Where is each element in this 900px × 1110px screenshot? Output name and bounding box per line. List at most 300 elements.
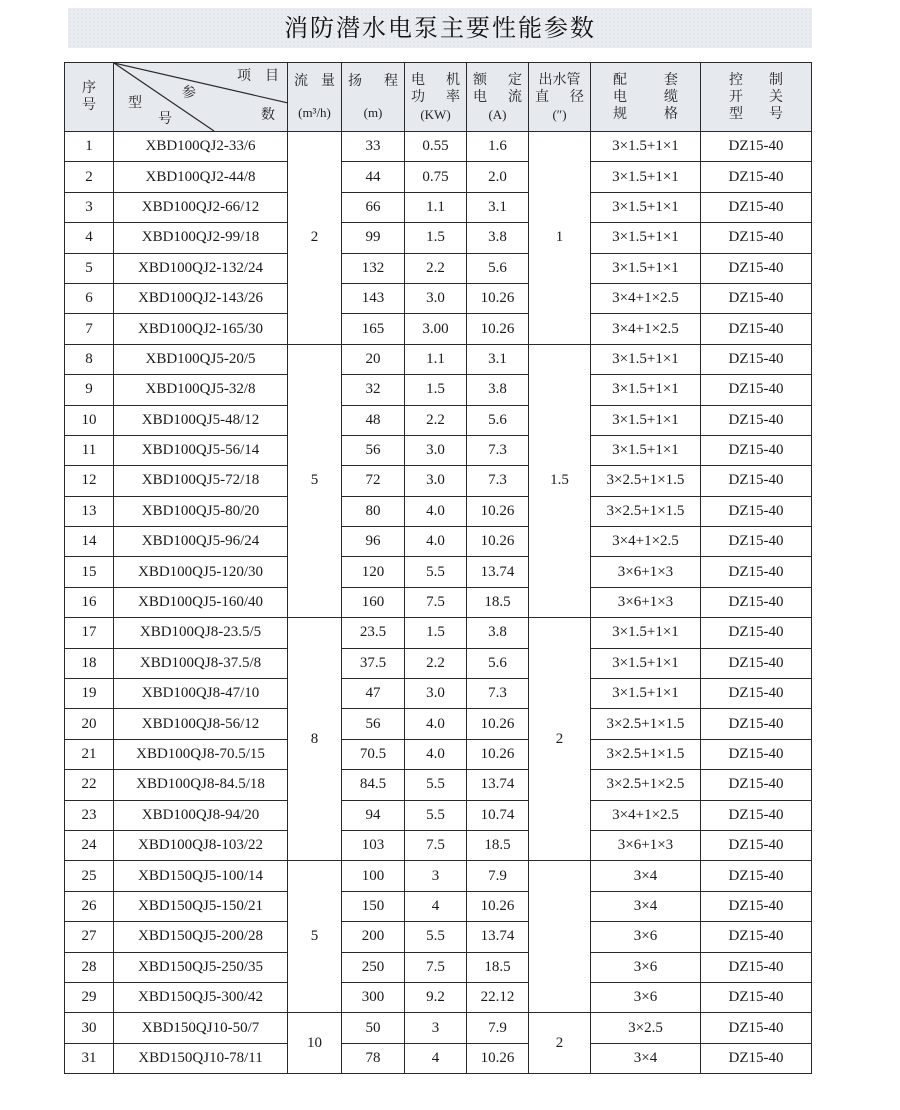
rated-current: 3.1 — [467, 344, 529, 374]
table-row — [65, 527, 812, 557]
row-number: 8 — [65, 344, 114, 374]
motor-power: 1.5 — [405, 375, 467, 405]
motor-power: 7.5 — [405, 952, 467, 982]
cable-spec: 3×1.5+1×1 — [591, 344, 701, 374]
header-model-diagonal — [114, 63, 288, 132]
rated-current: 13.74 — [467, 922, 529, 952]
rated-current: 18.5 — [467, 587, 529, 617]
header-switch-c2: 制 — [769, 71, 783, 88]
header-cable-c4: 缆 — [664, 88, 678, 105]
motor-power: 3 — [405, 1013, 467, 1043]
switch-model: DZ15-40 — [701, 679, 812, 709]
rated-current: 18.5 — [467, 952, 529, 982]
cable-spec: 3×6 — [591, 922, 701, 952]
switch-model: DZ15-40 — [701, 132, 812, 162]
table-row — [65, 314, 812, 344]
row-number: 1 — [65, 132, 114, 162]
table-row — [65, 132, 812, 162]
switch-model: DZ15-40 — [701, 375, 812, 405]
outlet-diameter: 2 — [529, 618, 591, 861]
model-number: XBD100QJ5-80/20 — [114, 496, 288, 526]
model-number: XBD150QJ10-50/7 — [114, 1013, 288, 1043]
motor-power: 2.2 — [405, 253, 467, 283]
row-number: 27 — [65, 922, 114, 952]
head-value: 48 — [342, 405, 405, 435]
table-row — [65, 982, 812, 1012]
row-number: 18 — [65, 648, 114, 678]
switch-model: DZ15-40 — [701, 770, 812, 800]
model-number: XBD150QJ5-200/28 — [114, 922, 288, 952]
head-value: 100 — [342, 861, 405, 891]
head-value: 99 — [342, 223, 405, 253]
switch-model: DZ15-40 — [701, 922, 812, 952]
motor-power: 3.0 — [405, 283, 467, 313]
head-value: 132 — [342, 253, 405, 283]
motor-power: 1.5 — [405, 223, 467, 253]
rated-current: 10.26 — [467, 1043, 529, 1073]
header-power-c3: 功 — [411, 88, 425, 105]
motor-power: 3.0 — [405, 466, 467, 496]
row-number: 22 — [65, 770, 114, 800]
switch-model: DZ15-40 — [701, 557, 812, 587]
head-value: 72 — [342, 466, 405, 496]
model-number: XBD100QJ5-56/14 — [114, 435, 288, 465]
model-number: XBD100QJ2-99/18 — [114, 223, 288, 253]
row-number: 9 — [65, 375, 114, 405]
rated-current: 7.3 — [467, 679, 529, 709]
motor-power: 2.2 — [405, 405, 467, 435]
switch-model: DZ15-40 — [701, 314, 812, 344]
table-row — [65, 952, 812, 982]
outlet-diameter: 1 — [529, 132, 591, 345]
table-row — [65, 192, 812, 222]
header-switch — [701, 63, 812, 132]
rated-current: 3.8 — [467, 375, 529, 405]
switch-model: DZ15-40 — [701, 527, 812, 557]
table-row — [65, 405, 812, 435]
switch-model: DZ15-40 — [701, 1043, 812, 1073]
cable-spec: 3×6 — [591, 982, 701, 1012]
header-param: 参 — [182, 85, 196, 101]
row-number: 26 — [65, 891, 114, 921]
model-number: XBD100QJ2-33/6 — [114, 132, 288, 162]
header-head-c2: 程 — [384, 73, 398, 89]
cable-spec: 3×4 — [591, 861, 701, 891]
head-value: 32 — [342, 375, 405, 405]
rated-current: 5.6 — [467, 648, 529, 678]
rated-current: 10.26 — [467, 709, 529, 739]
motor-power: 9.2 — [405, 982, 467, 1012]
head-value: 160 — [342, 587, 405, 617]
cable-spec: 3×2.5+1×1.5 — [591, 739, 701, 769]
head-value: 143 — [342, 283, 405, 313]
model-number: XBD100QJ2-143/26 — [114, 283, 288, 313]
header-num: 数 — [261, 107, 275, 123]
motor-power: 4.0 — [405, 496, 467, 526]
motor-power: 4.0 — [405, 739, 467, 769]
model-number: XBD100QJ5-120/30 — [114, 557, 288, 587]
switch-model: DZ15-40 — [701, 435, 812, 465]
head-value: 78 — [342, 1043, 405, 1073]
flow-rate: 5 — [288, 344, 342, 618]
header-head — [342, 63, 405, 132]
motor-power: 1.1 — [405, 192, 467, 222]
switch-model: DZ15-40 — [701, 861, 812, 891]
row-number: 20 — [65, 709, 114, 739]
motor-power: 4 — [405, 891, 467, 921]
cable-spec: 3×4+1×2.5 — [591, 314, 701, 344]
motor-power: 1.1 — [405, 344, 467, 374]
header-current-c3: 电 — [473, 88, 487, 105]
table-row — [65, 223, 812, 253]
cable-spec: 3×4+1×2.5 — [591, 283, 701, 313]
head-value: 56 — [342, 435, 405, 465]
table-row — [65, 375, 812, 405]
header-flow-c1: 流 — [294, 73, 308, 89]
motor-power: 2.2 — [405, 648, 467, 678]
row-number: 28 — [65, 952, 114, 982]
model-number: XBD150QJ5-300/42 — [114, 982, 288, 1012]
header-item: 项 目 — [237, 68, 279, 84]
table-body — [65, 132, 812, 1074]
head-value: 120 — [342, 557, 405, 587]
head-value: 200 — [342, 922, 405, 952]
header-power — [405, 63, 467, 132]
row-number: 24 — [65, 830, 114, 860]
model-number: XBD100QJ2-66/12 — [114, 192, 288, 222]
table-row — [65, 253, 812, 283]
cable-spec: 3×1.5+1×1 — [591, 132, 701, 162]
header-power-c4: 率 — [446, 88, 460, 105]
model-number: XBD100QJ5-160/40 — [114, 587, 288, 617]
table-row — [65, 344, 812, 374]
header-pipe-c2: 径 — [570, 88, 584, 105]
table-row — [65, 1013, 812, 1043]
row-number: 13 — [65, 496, 114, 526]
header-switch-c1: 控 — [729, 71, 743, 88]
table-row — [65, 800, 812, 830]
model-number: XBD150QJ5-150/21 — [114, 891, 288, 921]
model-number: XBD100QJ8-47/10 — [114, 679, 288, 709]
head-value: 94 — [342, 800, 405, 830]
switch-model: DZ15-40 — [701, 344, 812, 374]
rated-current: 10.26 — [467, 527, 529, 557]
header-power-c2: 机 — [446, 71, 460, 88]
switch-model: DZ15-40 — [701, 405, 812, 435]
switch-model: DZ15-40 — [701, 800, 812, 830]
header-seq-l1: 序 — [82, 80, 96, 96]
model-number: XBD100QJ8-84.5/18 — [114, 770, 288, 800]
table-row — [65, 466, 812, 496]
rated-current: 18.5 — [467, 830, 529, 860]
outlet-diameter — [529, 861, 591, 1013]
row-number: 21 — [65, 739, 114, 769]
header-pipe — [529, 63, 591, 132]
header-cable-c5: 规 — [613, 105, 627, 122]
cable-spec: 3×2.5+1×1.5 — [591, 466, 701, 496]
cable-spec: 3×4 — [591, 891, 701, 921]
row-number: 4 — [65, 223, 114, 253]
switch-model: DZ15-40 — [701, 587, 812, 617]
table-row — [65, 891, 812, 921]
model-number: XBD100QJ5-72/18 — [114, 466, 288, 496]
motor-power: 7.5 — [405, 587, 467, 617]
model-number: XBD100QJ2-165/30 — [114, 314, 288, 344]
rated-current: 22.12 — [467, 982, 529, 1012]
head-value: 33 — [342, 132, 405, 162]
table-row — [65, 587, 812, 617]
header-switch-c5: 型 — [729, 105, 743, 122]
switch-model: DZ15-40 — [701, 891, 812, 921]
header-current-c1: 额 — [473, 71, 487, 88]
page-title: 消防潜水电泵主要性能参数 — [284, 14, 596, 42]
row-number: 2 — [65, 162, 114, 192]
cable-spec: 3×6 — [591, 952, 701, 982]
model-number: XBD150QJ5-100/14 — [114, 861, 288, 891]
header-power-c1: 电 — [411, 71, 425, 88]
header-no: 号 — [158, 111, 172, 127]
cable-spec: 3×1.5+1×1 — [591, 192, 701, 222]
head-value: 84.5 — [342, 770, 405, 800]
cable-spec: 3×6+1×3 — [591, 587, 701, 617]
outlet-diameter: 2 — [529, 1013, 591, 1074]
row-number: 19 — [65, 679, 114, 709]
header-switch-c4: 关 — [769, 88, 783, 105]
table-row — [65, 496, 812, 526]
header-cable-c6: 格 — [664, 105, 678, 122]
row-number: 25 — [65, 861, 114, 891]
switch-model: DZ15-40 — [701, 223, 812, 253]
row-number: 6 — [65, 283, 114, 313]
header-current-c2: 定 — [508, 71, 522, 88]
table-row — [65, 162, 812, 192]
head-value: 96 — [342, 527, 405, 557]
cable-spec: 3×2.5+1×1.5 — [591, 709, 701, 739]
switch-model: DZ15-40 — [701, 618, 812, 648]
model-number: XBD100QJ8-94/20 — [114, 800, 288, 830]
motor-power: 3.0 — [405, 679, 467, 709]
table-row — [65, 770, 812, 800]
switch-model: DZ15-40 — [701, 709, 812, 739]
cable-spec: 3×1.5+1×1 — [591, 618, 701, 648]
header-cable — [591, 63, 701, 132]
switch-model: DZ15-40 — [701, 1013, 812, 1043]
switch-model: DZ15-40 — [701, 648, 812, 678]
header-cable-c2: 套 — [664, 71, 678, 88]
switch-model: DZ15-40 — [701, 739, 812, 769]
rated-current: 1.6 — [467, 132, 529, 162]
header-flow-unit: (m³/h) — [298, 105, 331, 120]
model-number: XBD100QJ5-32/8 — [114, 375, 288, 405]
cable-spec: 3×2.5+1×1.5 — [591, 496, 701, 526]
cable-spec: 3×1.5+1×1 — [591, 162, 701, 192]
motor-power: 5.5 — [405, 557, 467, 587]
model-number: XBD100QJ2-132/24 — [114, 253, 288, 283]
cable-spec: 3×1.5+1×1 — [591, 405, 701, 435]
motor-power: 1.5 — [405, 618, 467, 648]
motor-power: 5.5 — [405, 770, 467, 800]
cable-spec: 3×1.5+1×1 — [591, 223, 701, 253]
row-number: 31 — [65, 1043, 114, 1073]
rated-current: 13.74 — [467, 557, 529, 587]
cable-spec: 3×1.5+1×1 — [591, 435, 701, 465]
switch-model: DZ15-40 — [701, 496, 812, 526]
table-row — [65, 739, 812, 769]
head-value: 165 — [342, 314, 405, 344]
row-number: 17 — [65, 618, 114, 648]
rated-current: 7.3 — [467, 435, 529, 465]
header-pipe-c1: 直 — [535, 88, 549, 105]
head-value: 66 — [342, 192, 405, 222]
motor-power: 3.0 — [405, 435, 467, 465]
model-number: XBD100QJ5-20/5 — [114, 344, 288, 374]
header-flow-c2: 量 — [321, 73, 335, 89]
head-value: 47 — [342, 679, 405, 709]
rated-current: 3.8 — [467, 223, 529, 253]
header-pipe-unit: (″) — [552, 106, 567, 122]
motor-power: 3 — [405, 861, 467, 891]
table-row — [65, 830, 812, 860]
cable-spec: 3×6+1×3 — [591, 557, 701, 587]
table-row — [65, 922, 812, 952]
table-row — [65, 435, 812, 465]
switch-model: DZ15-40 — [701, 253, 812, 283]
model-number: XBD100QJ2-44/8 — [114, 162, 288, 192]
head-value: 56 — [342, 709, 405, 739]
header-seq — [65, 63, 114, 132]
table-row — [65, 648, 812, 678]
header-power-unit: (KW) — [420, 106, 451, 122]
header-cable-c3: 电 — [613, 88, 627, 105]
cable-spec: 3×6+1×3 — [591, 830, 701, 860]
switch-model: DZ15-40 — [701, 162, 812, 192]
row-number: 14 — [65, 527, 114, 557]
row-number: 16 — [65, 587, 114, 617]
flow-rate: 5 — [288, 861, 342, 1013]
header-head-unit: (m) — [363, 105, 383, 120]
switch-model: DZ15-40 — [701, 830, 812, 860]
model-number: XBD100QJ5-96/24 — [114, 527, 288, 557]
cable-spec: 3×4+1×2.5 — [591, 800, 701, 830]
table-row — [65, 618, 812, 648]
cable-spec: 3×1.5+1×1 — [591, 648, 701, 678]
model-number: XBD100QJ8-37.5/8 — [114, 648, 288, 678]
model-number: XBD150QJ5-250/35 — [114, 952, 288, 982]
flow-rate: 10 — [288, 1013, 342, 1074]
cable-spec: 3×4+1×2.5 — [591, 527, 701, 557]
model-number: XBD100QJ8-103/22 — [114, 830, 288, 860]
head-value: 70.5 — [342, 739, 405, 769]
row-number: 11 — [65, 435, 114, 465]
switch-model: DZ15-40 — [701, 952, 812, 982]
rated-current: 7.3 — [467, 466, 529, 496]
table-row — [65, 557, 812, 587]
rated-current: 10.26 — [467, 891, 529, 921]
header-switch-c6: 号 — [769, 105, 783, 122]
table-row — [65, 1043, 812, 1073]
motor-power: 4.0 — [405, 709, 467, 739]
cable-spec: 3×2.5+1×2.5 — [591, 770, 701, 800]
head-value: 44 — [342, 162, 405, 192]
header-pipe-l1: 出水管 — [538, 71, 581, 88]
rated-current: 2.0 — [467, 162, 529, 192]
motor-power: 0.75 — [405, 162, 467, 192]
rated-current: 5.6 — [467, 253, 529, 283]
cable-spec: 3×1.5+1×1 — [591, 375, 701, 405]
motor-power: 7.5 — [405, 830, 467, 860]
row-number: 23 — [65, 800, 114, 830]
cable-spec: 3×1.5+1×1 — [591, 679, 701, 709]
rated-current: 10.26 — [467, 314, 529, 344]
model-number: XBD100QJ5-48/12 — [114, 405, 288, 435]
model-number: XBD100QJ8-23.5/5 — [114, 618, 288, 648]
rated-current: 13.74 — [467, 770, 529, 800]
rated-current: 3.1 — [467, 192, 529, 222]
motor-power: 3.00 — [405, 314, 467, 344]
header-switch-c3: 开 — [729, 88, 743, 105]
cable-spec: 3×4 — [591, 1043, 701, 1073]
rated-current: 3.8 — [467, 618, 529, 648]
motor-power: 5.5 — [405, 800, 467, 830]
head-value: 37.5 — [342, 648, 405, 678]
header-cable-c1: 配 — [613, 71, 627, 88]
switch-model: DZ15-40 — [701, 192, 812, 222]
table-row — [65, 679, 812, 709]
head-value: 150 — [342, 891, 405, 921]
row-number: 5 — [65, 253, 114, 283]
header-current-unit: (A) — [488, 106, 507, 122]
switch-model: DZ15-40 — [701, 283, 812, 313]
model-number: XBD150QJ10-78/11 — [114, 1043, 288, 1073]
motor-power: 5.5 — [405, 922, 467, 952]
table-row — [65, 283, 812, 313]
performance-table — [64, 62, 812, 1074]
header-flow — [288, 63, 342, 132]
cable-spec: 3×2.5 — [591, 1013, 701, 1043]
header-row — [65, 63, 812, 132]
model-number: XBD100QJ8-56/12 — [114, 709, 288, 739]
switch-model: DZ15-40 — [701, 466, 812, 496]
head-value: 300 — [342, 982, 405, 1012]
motor-power: 0.55 — [405, 132, 467, 162]
header-head-c1: 扬 — [348, 73, 362, 89]
head-value: 80 — [342, 496, 405, 526]
head-value: 23.5 — [342, 618, 405, 648]
row-number: 30 — [65, 1013, 114, 1043]
head-value: 20 — [342, 344, 405, 374]
switch-model: DZ15-40 — [701, 982, 812, 1012]
rated-current: 10.26 — [467, 496, 529, 526]
rated-current: 10.26 — [467, 283, 529, 313]
header-current — [467, 63, 529, 132]
motor-power: 4 — [405, 1043, 467, 1073]
head-value: 50 — [342, 1013, 405, 1043]
table-row — [65, 709, 812, 739]
header-seq-l2: 号 — [82, 97, 96, 113]
table-row — [65, 861, 812, 891]
model-number: XBD100QJ8-70.5/15 — [114, 739, 288, 769]
row-number: 29 — [65, 982, 114, 1012]
header-type: 型 — [128, 95, 142, 111]
row-number: 3 — [65, 192, 114, 222]
head-value: 250 — [342, 952, 405, 982]
flow-rate: 8 — [288, 618, 342, 861]
rated-current: 7.9 — [467, 1013, 529, 1043]
row-number: 15 — [65, 557, 114, 587]
row-number: 12 — [65, 466, 114, 496]
rated-current: 10.26 — [467, 739, 529, 769]
head-value: 103 — [342, 830, 405, 860]
